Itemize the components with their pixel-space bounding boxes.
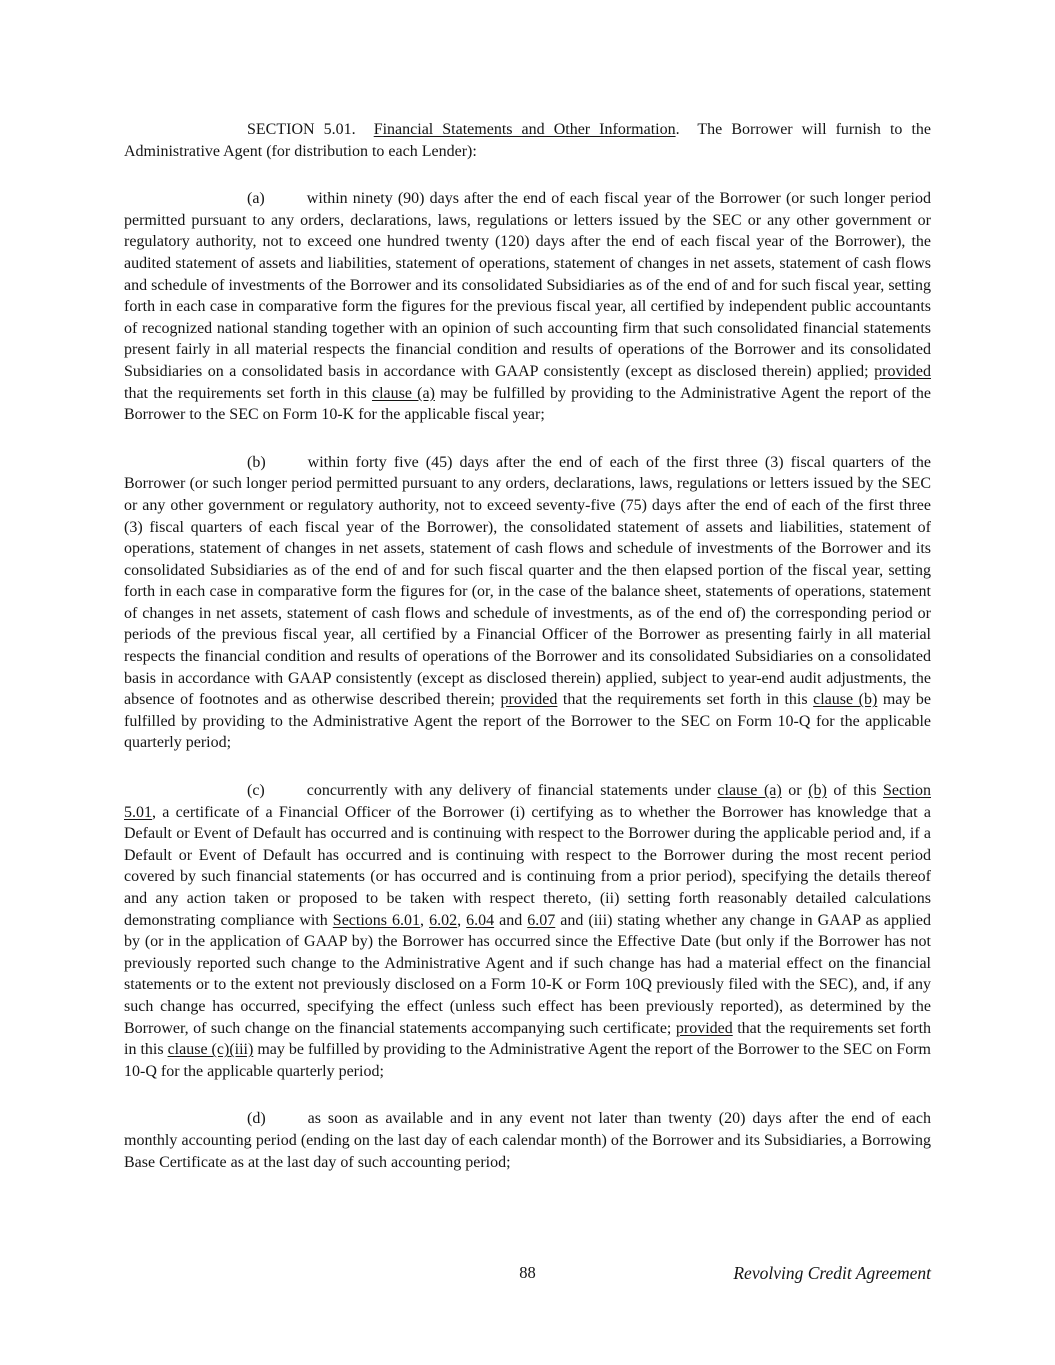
text-run: and [494, 911, 528, 929]
underlined-text-run: 6.04 [466, 911, 495, 929]
text-run: (c) [247, 782, 265, 800]
text-run: (b) [247, 453, 266, 471]
text-run: of this [826, 782, 883, 800]
text-run: (a) [247, 190, 265, 208]
text-run: . The Borrower will furnish to the Administrative Agent (for distribution to each Lender): [124, 121, 932, 160]
underlined-text-run: (b) [808, 782, 827, 800]
document-body [124, 119, 931, 1199]
underlined-text-run: clause (b) [813, 691, 878, 709]
underlined-text-run: provided [874, 362, 931, 380]
paragraph-clause-d [124, 1108, 931, 1173]
text-run: that the requirements set forth in this [124, 384, 372, 402]
paragraph-clause-c [124, 780, 931, 1082]
paragraph-section-5-01-heading [124, 119, 931, 162]
underlined-text-run: provided [675, 1019, 733, 1037]
text-run: or [781, 782, 809, 800]
text-run: as soon as available and in any event not later than twenty (20) days after the end of each monthly accounting period (ending on the last day of each calendar month) of the Borrower and its Subsidiaries, a Borrowing Base Certificate as at the last day of such accounting period; [124, 1110, 931, 1171]
text-run: and (iii) stating whether any change in GAAP as applied by (or in the application of GAAP by) the Borrower has occurred since the Effective Date (but only if the Borrower has not previously reported such change to the Administrative Agent and if such change has had a material effect on the financial statements or to the extent not previously disclosed on a Form 10-K or Form 10Q previously filed with the SEC), and, if any such change has occurred, specifying the effect (unless such effect has been previously reported), as determined by the Borrower, of such change on the financial statements accompanying such certificate; [124, 911, 932, 1037]
text-run: SECTION 5.01. [247, 121, 374, 138]
page-footer [124, 1263, 931, 1287]
underlined-text-run: Sections 6.01 [332, 911, 421, 929]
paragraph-clause-b [124, 452, 931, 754]
underlined-text-run: 6.02 [429, 911, 458, 929]
underlined-text-run: clause (a) [717, 782, 782, 800]
underlined-text-run: clause (c)(iii) [167, 1041, 254, 1059]
text-run: within ninety (90) days after the end of each fiscal year of the Borrower (or such longer period permitted pursuant to any orders, declarations, laws, regulations or letters issued by the SEC or any other government or regulatory authority, not to exceed one hundred twenty (120) days after the end of each fiscal year of the Borrower), the audited statement of assets and liabilities, statement of operations, statement of changes in net assets, statement of cash flows and schedule of investments of the Borrower and its consolidated Subsidiaries as of the end of and for such fiscal year, setting forth in each case in comparative form the figures for the previous fiscal year, all certified by independent public accountants of recognized national standing together with an opinion of such accounting firm that such consolidated financial statements present fairly in all material respects the financial condition and results of operations of the Borrower and its consolidated Subsidiaries on a consolidated basis in accordance with GAAP consistently (except as disclosed therein) applied; [124, 190, 931, 380]
underlined-text-run: Financial Statements and Other Information [373, 121, 676, 138]
text-run: that the requirements set forth in this [557, 691, 814, 709]
text-run: , [420, 911, 430, 929]
paragraph-clause-a [124, 188, 931, 426]
underlined-text-run: Section 5.01 [124, 782, 931, 821]
text-run: concurrently with any delivery of financial statements under [306, 782, 718, 800]
text-run: may be fulfilled by providing to the Administrative Agent the report of the Borrower to the SEC on Form 10-Q for the applicable quarterly period; [124, 691, 931, 752]
text-run: within forty five (45) days after the end of each of the first three (3) fiscal quarters of the Borrower (or such longer period permitted pursuant to any orders, declarations, laws, regulations or letters issued by the SEC or any other government or regulatory authority, not to exceed seventy-five (75) days after the end of each of the first three (3) fiscal quarters of each fiscal year of the Borrower), the consolidated statement of assets and liabilities, statement of operations, statement of changes in net assets, statement of cash flows and schedule of investments of the Borrower and its consolidated Subsidiaries as of the end of and for such fiscal quarter and the then elapsed portion of the fiscal year, setting forth in each case in comparative form the figures for (or, in the case of the balance sheet, statements of operations, statement of changes in net assets, statement of cash flows and schedule of investments, as of the end of) the corresponding period or periods of the previous fiscal year, all certified by a Financial Officer of the Borrower as presenting fairly in all material respects the financial condition and results of operations of the Borrower and its consolidated Subsidiaries on a consolidated basis in accordance with GAAP consistently (except as disclosed therein) applied, subject to year-end audit adjustments, the absence of footnotes and as otherwise described therein; [124, 453, 931, 709]
underlined-text-run: provided [500, 691, 558, 709]
text-run: , [457, 911, 467, 929]
footer-document-title: Revolving Credit Agreement [733, 1263, 931, 1283]
page-number: 88 [519, 1263, 536, 1282]
text-run: (d) [247, 1110, 266, 1128]
text-run: , a certificate of a Financial Officer of the Borrower (i) certifying as to whether the Borrower has knowledge that a Default or Event of Default has occurred and is continuing with respect to the Borrower during the applicable period and, if a Default or Event of Default has occurred and is continuing with respect to the Borrower during the most recent period covered by such financial statements (or has occurred and is continuing from a prior period), specifying the details thereof and any action taken or proposed to be taken with respect thereto, (ii) setting forth reasonably detailed calculations demonstrating compliance with [124, 803, 931, 929]
underlined-text-run: 6.07 [527, 911, 556, 929]
text-run: may be fulfilled by providing to the Administrative Agent the report of the Borrower to the SEC on Form 10-Q for the applicable quarterly period; [124, 1041, 932, 1080]
underlined-text-run: clause (a) [371, 384, 435, 402]
text-run: may be fulfilled by providing to the Administrative Agent the report of the Borrower to the SEC on Form 10-K for the applicable fiscal year; [124, 384, 932, 424]
text-run: that the requirements set forth in this [124, 1019, 932, 1059]
